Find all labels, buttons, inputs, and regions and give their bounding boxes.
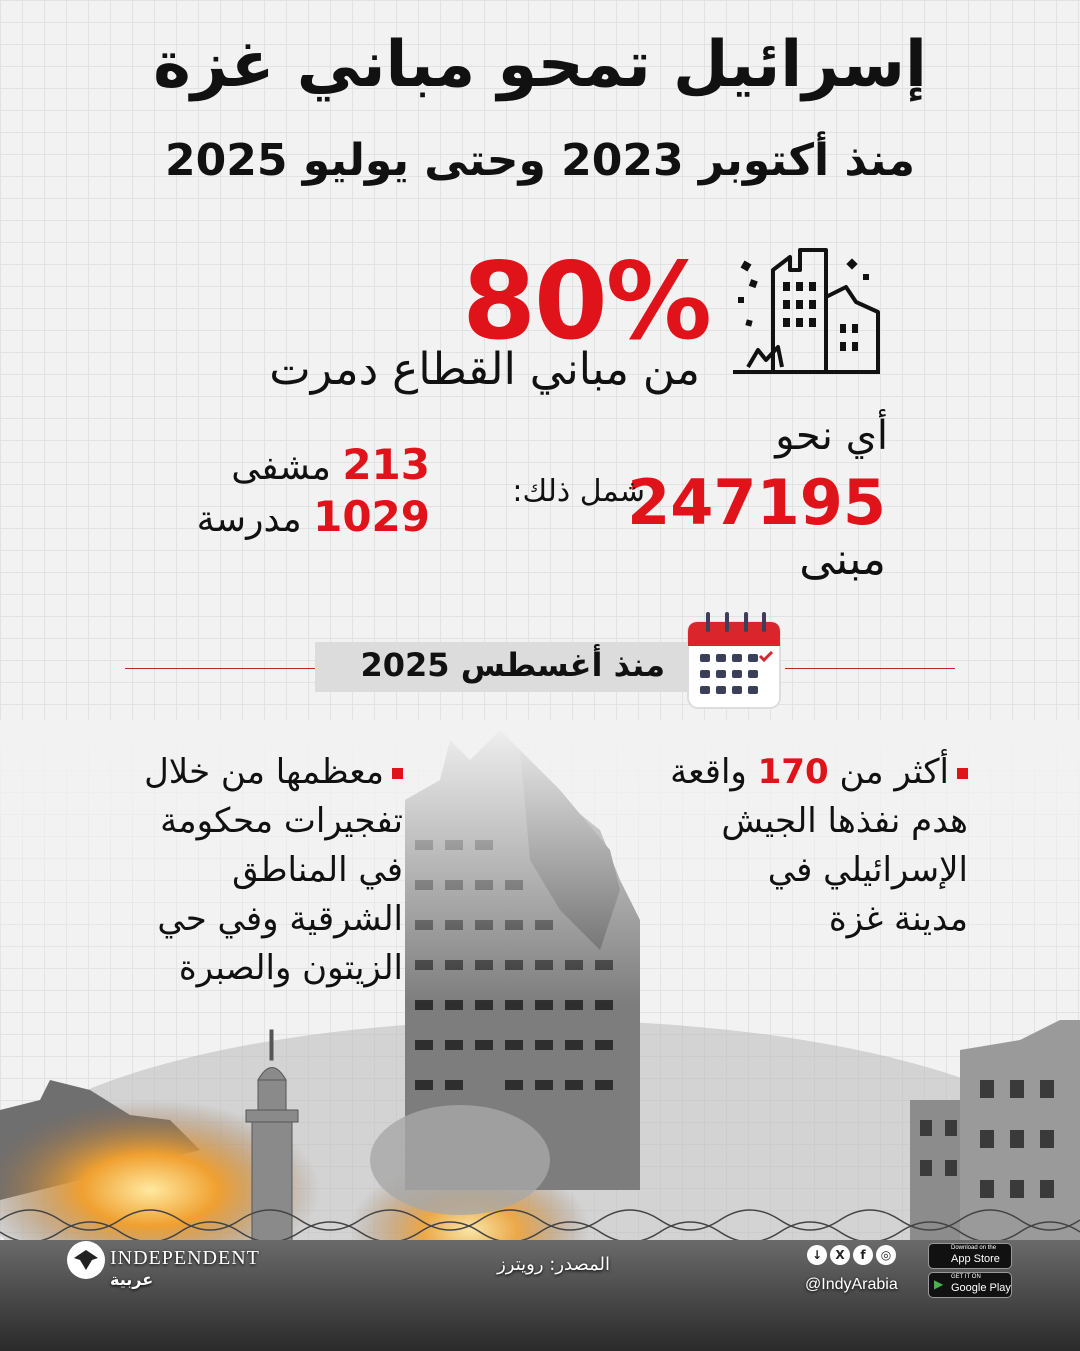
method-line-3: في المناطق xyxy=(232,850,403,890)
hospitals-number: 213 xyxy=(342,440,430,489)
google-play-text: Google Play xyxy=(951,1282,1011,1294)
method-line-4: الشرقية وفي حي xyxy=(157,899,403,939)
demolitions-line-4: مدينة غزة xyxy=(828,899,968,939)
method-bullet xyxy=(118,748,403,993)
percent-destroyed: 80% xyxy=(462,240,710,363)
calendar-icon xyxy=(684,608,784,712)
facebook-icon[interactable]: f xyxy=(853,1245,873,1265)
demolitions-after-number: واقعة xyxy=(670,752,747,792)
destroyed-building-icon xyxy=(728,242,888,382)
app-store-badge[interactable] xyxy=(928,1243,1012,1269)
source-label: المصدر: رويترز xyxy=(497,1254,610,1275)
app-store-text: App Store xyxy=(951,1253,1000,1265)
schools-label: مدرسة xyxy=(196,499,302,540)
demolitions-bullet xyxy=(638,748,968,944)
bullet-marker xyxy=(392,768,403,779)
method-line-1 xyxy=(118,748,403,797)
divider-right xyxy=(785,668,955,669)
brand-name-arabic: عربية xyxy=(110,1270,154,1289)
google-play-badge[interactable] xyxy=(928,1272,1012,1298)
demolitions-line-1 xyxy=(638,748,968,797)
total-buildings-number: 247195 xyxy=(627,466,886,539)
social-handle[interactable]: @IndyArabia xyxy=(805,1276,898,1293)
hospitals-label: مشفى xyxy=(231,447,331,488)
schools-number: 1029 xyxy=(313,492,430,541)
app-store-small-text: Download on the xyxy=(951,1245,997,1251)
schools-stat xyxy=(150,492,430,541)
demolitions-line-3: الإسرائيلي في xyxy=(767,850,968,890)
download-icon[interactable]: ↓ xyxy=(807,1245,827,1265)
since-label: منذ أغسطس 2025 xyxy=(360,646,665,684)
eagle-logo xyxy=(66,1240,106,1280)
page-title: إسرائيل تمحو مباني غزة xyxy=(153,28,927,102)
instagram-icon[interactable]: ◎ xyxy=(876,1245,896,1265)
method-line-1-text: معظمها من خلال xyxy=(144,752,384,792)
google-play-icon: ▶ xyxy=(934,1277,944,1291)
hospitals-stat xyxy=(150,440,430,489)
method-line-5: الزيتون والصبرة xyxy=(178,948,403,988)
demolitions-prefix: أكثر من xyxy=(839,752,949,792)
percent-label: من مباني القطاع دمرت xyxy=(269,344,700,395)
method-line-2: تفجيرات محكومة xyxy=(160,801,403,841)
divider-left xyxy=(125,668,315,669)
demolitions-number: 170 xyxy=(757,752,829,792)
bullet-marker xyxy=(957,768,968,779)
demolitions-line-2: هدم نفذها الجيش xyxy=(721,801,968,841)
total-prefix: أي نحو xyxy=(775,413,888,459)
includes-label: شمل ذلك: xyxy=(512,474,645,509)
x-icon[interactable]: X xyxy=(830,1245,850,1265)
total-unit: مبنى xyxy=(799,534,886,585)
google-play-small-text: GET IT ON xyxy=(951,1274,981,1280)
page-subtitle: منذ أكتوبر 2023 وحتى يوليو 2025 xyxy=(165,135,915,186)
social-icons xyxy=(807,1244,899,1265)
brand-name: INDEPENDENT xyxy=(110,1247,260,1269)
